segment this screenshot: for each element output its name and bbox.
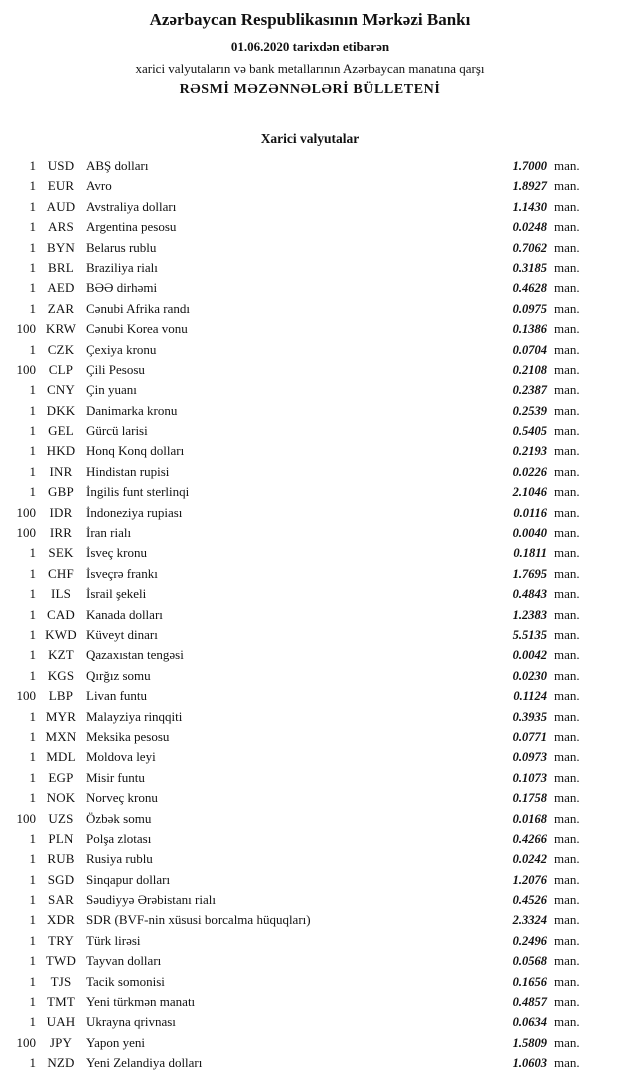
rate-row xyxy=(8,543,590,563)
currency-name: Sinqapur dolları xyxy=(86,871,171,887)
unit-label: man. xyxy=(554,830,580,846)
rate-value: 0.0248 xyxy=(512,220,547,235)
currency-code: UAH xyxy=(46,1014,76,1030)
unit-label: man. xyxy=(554,606,580,622)
quantity: 100 xyxy=(16,688,36,704)
currency-name: Yeni Zelandiya dolları xyxy=(86,1055,203,1071)
currency-name: BƏƏ dirhəmi xyxy=(86,280,158,296)
quantity: 1 xyxy=(29,280,36,296)
quantity: 1 xyxy=(29,647,36,663)
currency-name: İran rialı xyxy=(86,525,132,541)
rate-row xyxy=(8,380,590,400)
quantity: 100 xyxy=(16,1034,36,1050)
unit-label: man. xyxy=(554,423,580,439)
rate-row xyxy=(8,176,590,196)
quantity: 1 xyxy=(29,932,36,948)
rate-row xyxy=(8,584,590,604)
unit-label: man. xyxy=(554,402,580,418)
rate-row xyxy=(8,421,590,441)
rate-row xyxy=(8,707,590,727)
unit-label: man. xyxy=(554,810,580,826)
currency-code: XDR xyxy=(46,912,76,928)
unit-label: man. xyxy=(554,892,580,908)
rate-row xyxy=(8,482,590,502)
unit-label: man. xyxy=(554,769,580,785)
quantity: 1 xyxy=(29,259,36,275)
currency-code: TRY xyxy=(48,932,74,948)
rate-value: 0.1124 xyxy=(513,689,547,704)
quantity: 1 xyxy=(29,626,36,642)
rate-value: 0.1758 xyxy=(512,791,547,806)
bank-name: Azərbaycan Respublikasının Mərkəzi Bankı xyxy=(149,10,471,29)
currency-name: Qazaxıstan tengəsi xyxy=(86,647,184,663)
currency-name: Tacik somonisi xyxy=(86,973,165,989)
rate-row xyxy=(8,972,590,992)
unit-label: man. xyxy=(554,361,580,377)
currency-name: Norveç kronu xyxy=(86,790,158,806)
currency-name: İndoneziya rupiası xyxy=(86,504,183,520)
currency-name: Hindistan rupisi xyxy=(86,463,170,479)
rate-value: 0.3185 xyxy=(512,260,547,275)
rate-value: 0.0634 xyxy=(512,1015,547,1030)
rate-value: 0.4526 xyxy=(512,893,547,908)
quantity: 1 xyxy=(29,484,36,500)
rate-row xyxy=(8,258,590,278)
unit-label: man. xyxy=(554,504,580,520)
currency-name: Avstraliya dolları xyxy=(86,198,177,214)
rate-value: 0.2539 xyxy=(512,403,547,418)
unit-label: man. xyxy=(554,973,580,989)
currency-name: Çin yuanı xyxy=(86,382,137,398)
currency-name: Danimarka kronu xyxy=(86,402,178,418)
rate-value: 1.5809 xyxy=(512,1035,547,1050)
unit-label: man. xyxy=(554,463,580,479)
currency-code: JPY xyxy=(49,1034,73,1050)
quantity: 100 xyxy=(16,810,36,826)
rate-value: 0.0973 xyxy=(512,750,547,765)
rate-row xyxy=(8,951,590,971)
rate-row xyxy=(8,686,590,706)
unit-label: man. xyxy=(554,1055,580,1071)
currency-name: Braziliya rialı xyxy=(86,259,158,275)
quantity: 1 xyxy=(29,1055,36,1071)
currency-code: MDL xyxy=(46,749,76,765)
rate-row xyxy=(8,829,590,849)
currency-name: SDR (BVF-nin xüsusi borcalma hüquqları) xyxy=(86,912,311,928)
currency-code: TJS xyxy=(50,973,72,989)
currency-code: GBP xyxy=(48,484,74,500)
rate-row xyxy=(8,156,590,176)
unit-label: man. xyxy=(554,688,580,704)
unit-label: man. xyxy=(554,484,580,500)
unit-label: man. xyxy=(554,953,580,969)
currency-code: SEK xyxy=(48,545,74,561)
quantity: 1 xyxy=(29,851,36,867)
currency-name: Moldova leyi xyxy=(86,749,156,765)
currency-code: NZD xyxy=(47,1055,75,1071)
rate-row xyxy=(8,992,590,1012)
rate-value: 0.1386 xyxy=(512,322,547,337)
rate-value: 0.0771 xyxy=(512,729,547,744)
rate-value: 0.0242 xyxy=(512,852,547,867)
currency-code: BRL xyxy=(48,259,74,275)
unit-label: man. xyxy=(554,912,580,928)
currency-code: IDR xyxy=(49,504,73,520)
quantity: 100 xyxy=(16,504,36,520)
rate-value: 0.0975 xyxy=(512,301,547,316)
bulletin-subtitle: xarici valyutaların və bank metallarının Azərbaycan manatına qarşı xyxy=(135,61,485,76)
rate-value: 0.1656 xyxy=(512,974,547,989)
quantity: 1 xyxy=(29,708,36,724)
rate-row xyxy=(8,340,590,360)
rate-row xyxy=(8,523,590,543)
bulletin-header xyxy=(0,10,620,98)
currency-name: İsrail şekeli xyxy=(86,586,147,602)
rate-value: 2.1046 xyxy=(512,485,547,500)
currency-code: CHF xyxy=(48,565,74,581)
rate-row xyxy=(8,299,590,319)
rate-row xyxy=(8,564,590,584)
unit-label: man. xyxy=(554,259,580,275)
rate-value: 1.0603 xyxy=(512,1056,547,1071)
currency-code: CNY xyxy=(46,382,76,398)
currency-name: Avro xyxy=(86,178,112,194)
unit-label: man. xyxy=(554,994,580,1010)
rate-row xyxy=(8,809,590,829)
currency-code: KRW xyxy=(45,321,77,337)
rate-value: 0.0040 xyxy=(512,526,547,541)
currency-name: ABŞ dolları xyxy=(86,158,149,173)
quantity: 1 xyxy=(29,1014,36,1030)
currency-name: Cənubi Afrika randı xyxy=(86,300,190,316)
rate-value: 1.2383 xyxy=(512,607,547,622)
quantity: 1 xyxy=(29,545,36,561)
currency-name: Qırğız somu xyxy=(86,667,151,683)
quantity: 1 xyxy=(29,586,36,602)
currency-code: UZS xyxy=(48,810,74,826)
rate-value: 0.0230 xyxy=(512,668,547,683)
rate-value: 2.3324 xyxy=(512,913,547,928)
rate-row xyxy=(8,1053,590,1073)
rate-value: 0.0704 xyxy=(512,342,547,357)
currency-name: Yeni türkmən manatı xyxy=(86,994,196,1010)
currency-code: SAR xyxy=(48,892,74,908)
currency-name: Malayziya rinqqiti xyxy=(86,708,183,724)
rate-row xyxy=(8,360,590,380)
rate-row xyxy=(8,278,590,298)
quantity: 1 xyxy=(29,973,36,989)
unit-label: man. xyxy=(554,586,580,602)
unit-label: man. xyxy=(554,321,580,337)
rate-value: 0.0568 xyxy=(512,954,547,969)
currency-code: RUB xyxy=(47,851,75,867)
currency-name: İsveç kronu xyxy=(86,545,148,561)
currency-code: LBP xyxy=(48,688,74,704)
currency-code: AUD xyxy=(46,198,76,214)
quantity: 1 xyxy=(29,912,36,928)
currency-code: HKD xyxy=(46,443,76,459)
rate-value: 5.5135 xyxy=(512,627,547,642)
rate-row xyxy=(8,666,590,686)
currency-name: İsveçrə frankı xyxy=(86,565,158,581)
rate-value: 0.0042 xyxy=(512,648,547,663)
currency-name: Türk lirəsi xyxy=(86,932,141,948)
rate-value: 1.1430 xyxy=(512,199,547,214)
quantity: 1 xyxy=(29,667,36,683)
currency-code: GEL xyxy=(48,423,74,439)
currency-code: PLN xyxy=(48,830,74,846)
unit-label: man. xyxy=(554,178,580,194)
quantity: 1 xyxy=(29,830,36,846)
currency-name: Yapon yeni xyxy=(86,1034,145,1050)
unit-label: man. xyxy=(554,382,580,398)
quantity: 1 xyxy=(29,749,36,765)
quantity: 1 xyxy=(29,423,36,439)
unit-label: man. xyxy=(554,790,580,806)
unit-label: man. xyxy=(554,871,580,887)
rate-row xyxy=(8,747,590,767)
rate-value: 0.3935 xyxy=(512,709,547,724)
unit-label: man. xyxy=(554,443,580,459)
rate-row xyxy=(8,605,590,625)
rate-row xyxy=(8,401,590,421)
rate-row xyxy=(8,1012,590,1032)
rate-row xyxy=(8,238,590,258)
unit-label: man. xyxy=(554,647,580,663)
currency-name: Belarus rublu xyxy=(86,239,157,255)
unit-label: man. xyxy=(554,239,580,255)
currency-code: ZAR xyxy=(47,300,75,316)
currency-name: Cənubi Korea vonu xyxy=(86,321,188,337)
currency-code: EGP xyxy=(48,769,74,785)
quantity: 1 xyxy=(29,341,36,357)
rate-value: 0.0226 xyxy=(512,464,547,479)
currency-name: Ukrayna qrivnası xyxy=(86,1014,176,1030)
rate-row xyxy=(8,441,590,461)
quantity: 1 xyxy=(29,790,36,806)
currency-name: Honq Konq dolları xyxy=(86,443,185,459)
rate-row xyxy=(8,319,590,339)
unit-label: man. xyxy=(554,749,580,765)
rate-row xyxy=(8,870,590,890)
quantity: 100 xyxy=(16,525,36,541)
rates-table xyxy=(0,156,620,1074)
rate-row xyxy=(8,890,590,910)
rate-row xyxy=(8,503,590,523)
currency-name: Kanada dolları xyxy=(86,606,163,622)
unit-label: man. xyxy=(554,300,580,316)
rate-value: 0.5405 xyxy=(512,424,547,439)
rate-row xyxy=(8,727,590,747)
quantity: 1 xyxy=(29,606,36,622)
quantity: 100 xyxy=(16,321,36,337)
unit-label: man. xyxy=(554,708,580,724)
rate-row xyxy=(8,768,590,788)
quantity: 1 xyxy=(29,871,36,887)
unit-label: man. xyxy=(554,525,580,541)
unit-label: man. xyxy=(554,728,580,744)
currency-code: SGD xyxy=(47,871,75,887)
rate-row xyxy=(8,197,590,217)
currency-name: Çili Pesosu xyxy=(86,361,145,377)
currency-code: ARS xyxy=(48,219,74,235)
currency-name: Polşa zlotası xyxy=(86,830,152,846)
unit-label: man. xyxy=(554,932,580,948)
quantity: 1 xyxy=(29,402,36,418)
currency-code: ILS xyxy=(50,586,72,602)
currency-name: Gürcü larisi xyxy=(86,423,148,439)
currency-name: Livan funtu xyxy=(86,688,148,704)
unit-label: man. xyxy=(554,851,580,867)
rate-row xyxy=(8,645,590,665)
currency-code: AED xyxy=(47,280,75,296)
quantity: 1 xyxy=(29,565,36,581)
effective-date: 01.06.2020 tarixdən etibarən xyxy=(230,39,390,54)
rate-value: 1.8927 xyxy=(512,179,547,194)
currency-name: Meksika pesosu xyxy=(86,728,170,744)
currency-name: Tayvan dolları xyxy=(86,953,162,969)
currency-name: Səudiyyə Ərəbistanı rialı xyxy=(86,892,216,908)
currency-code: CAD xyxy=(46,606,76,622)
section-title: Xarici valyutalar xyxy=(260,131,360,146)
rate-row xyxy=(8,1033,590,1053)
bulletin-title: RƏSMİ MƏZƏNNƏLƏRİ BÜLLETENİ xyxy=(179,82,441,97)
rate-row xyxy=(8,462,590,482)
quantity: 1 xyxy=(29,892,36,908)
currency-code: MYR xyxy=(45,708,77,724)
rate-value: 1.2076 xyxy=(512,872,547,887)
rate-value: 0.0116 xyxy=(513,505,547,520)
currency-code: IRR xyxy=(49,525,73,541)
currency-name: Misir funtu xyxy=(86,769,145,785)
rate-row xyxy=(8,931,590,951)
currency-name: Rusiya rublu xyxy=(86,851,153,867)
rate-value: 0.2108 xyxy=(512,362,547,377)
currency-code: EUR xyxy=(47,178,75,194)
currency-name: Özbək somu xyxy=(86,810,152,826)
rate-value: 0.0168 xyxy=(512,811,547,826)
unit-label: man. xyxy=(554,280,580,296)
rate-row xyxy=(8,788,590,808)
rate-value: 1.7695 xyxy=(512,566,547,581)
currency-code: BYN xyxy=(46,239,76,255)
rate-value: 0.2387 xyxy=(512,383,547,398)
quantity: 1 xyxy=(29,219,36,235)
unit-label: man. xyxy=(554,565,580,581)
currency-name: Küveyt dinarı xyxy=(86,626,158,642)
unit-label: man. xyxy=(554,219,580,235)
currency-name: Argentina pesosu xyxy=(86,219,177,235)
rate-row xyxy=(8,625,590,645)
currency-code: TWD xyxy=(45,953,77,969)
rate-row xyxy=(8,910,590,930)
currency-code: TMT xyxy=(46,994,76,1010)
unit-label: man. xyxy=(554,626,580,642)
rate-value: 1.7000 xyxy=(512,159,547,173)
rate-value: 0.4266 xyxy=(512,831,547,846)
currency-code: MXN xyxy=(45,728,77,744)
currency-code: INR xyxy=(49,463,73,479)
quantity: 100 xyxy=(16,361,36,377)
quantity: 1 xyxy=(29,953,36,969)
currency-name: İngilis funt sterlinqi xyxy=(86,484,190,500)
quantity: 1 xyxy=(29,198,36,214)
currency-code: KGS xyxy=(47,667,75,683)
rate-value: 0.2193 xyxy=(512,444,547,459)
rate-row xyxy=(8,849,590,869)
quantity: 1 xyxy=(29,382,36,398)
currency-code: CLP xyxy=(48,361,74,377)
currency-name: Çexiya kronu xyxy=(86,341,157,357)
unit-label: man. xyxy=(554,545,580,561)
quantity: 1 xyxy=(29,300,36,316)
unit-label: man. xyxy=(554,341,580,357)
unit-label: man. xyxy=(554,1014,580,1030)
rate-value: 0.4857 xyxy=(512,995,547,1010)
quantity: 1 xyxy=(29,728,36,744)
currency-code: KZT xyxy=(48,647,74,663)
currency-code: KWD xyxy=(45,626,77,642)
currency-code: NOK xyxy=(46,790,76,806)
unit-label: man. xyxy=(554,158,580,173)
unit-label: man. xyxy=(554,1034,580,1050)
currency-code: USD xyxy=(47,158,75,173)
quantity: 1 xyxy=(29,463,36,479)
rate-value: 0.4628 xyxy=(512,281,547,296)
currency-code: CZK xyxy=(47,341,75,357)
quantity: 1 xyxy=(29,994,36,1010)
quantity: 1 xyxy=(29,769,36,785)
unit-label: man. xyxy=(554,667,580,683)
rate-value: 0.1811 xyxy=(513,546,547,561)
rate-row xyxy=(8,217,590,237)
quantity: 1 xyxy=(29,239,36,255)
quantity: 1 xyxy=(29,178,36,194)
currency-code: DKK xyxy=(46,402,76,418)
quantity: 1 xyxy=(29,158,36,173)
rate-value: 0.4843 xyxy=(512,587,547,602)
rate-value: 0.2496 xyxy=(512,933,547,948)
unit-label: man. xyxy=(554,198,580,214)
rate-value: 0.1073 xyxy=(512,770,547,785)
rate-value: 0.7062 xyxy=(512,240,547,255)
quantity: 1 xyxy=(29,443,36,459)
